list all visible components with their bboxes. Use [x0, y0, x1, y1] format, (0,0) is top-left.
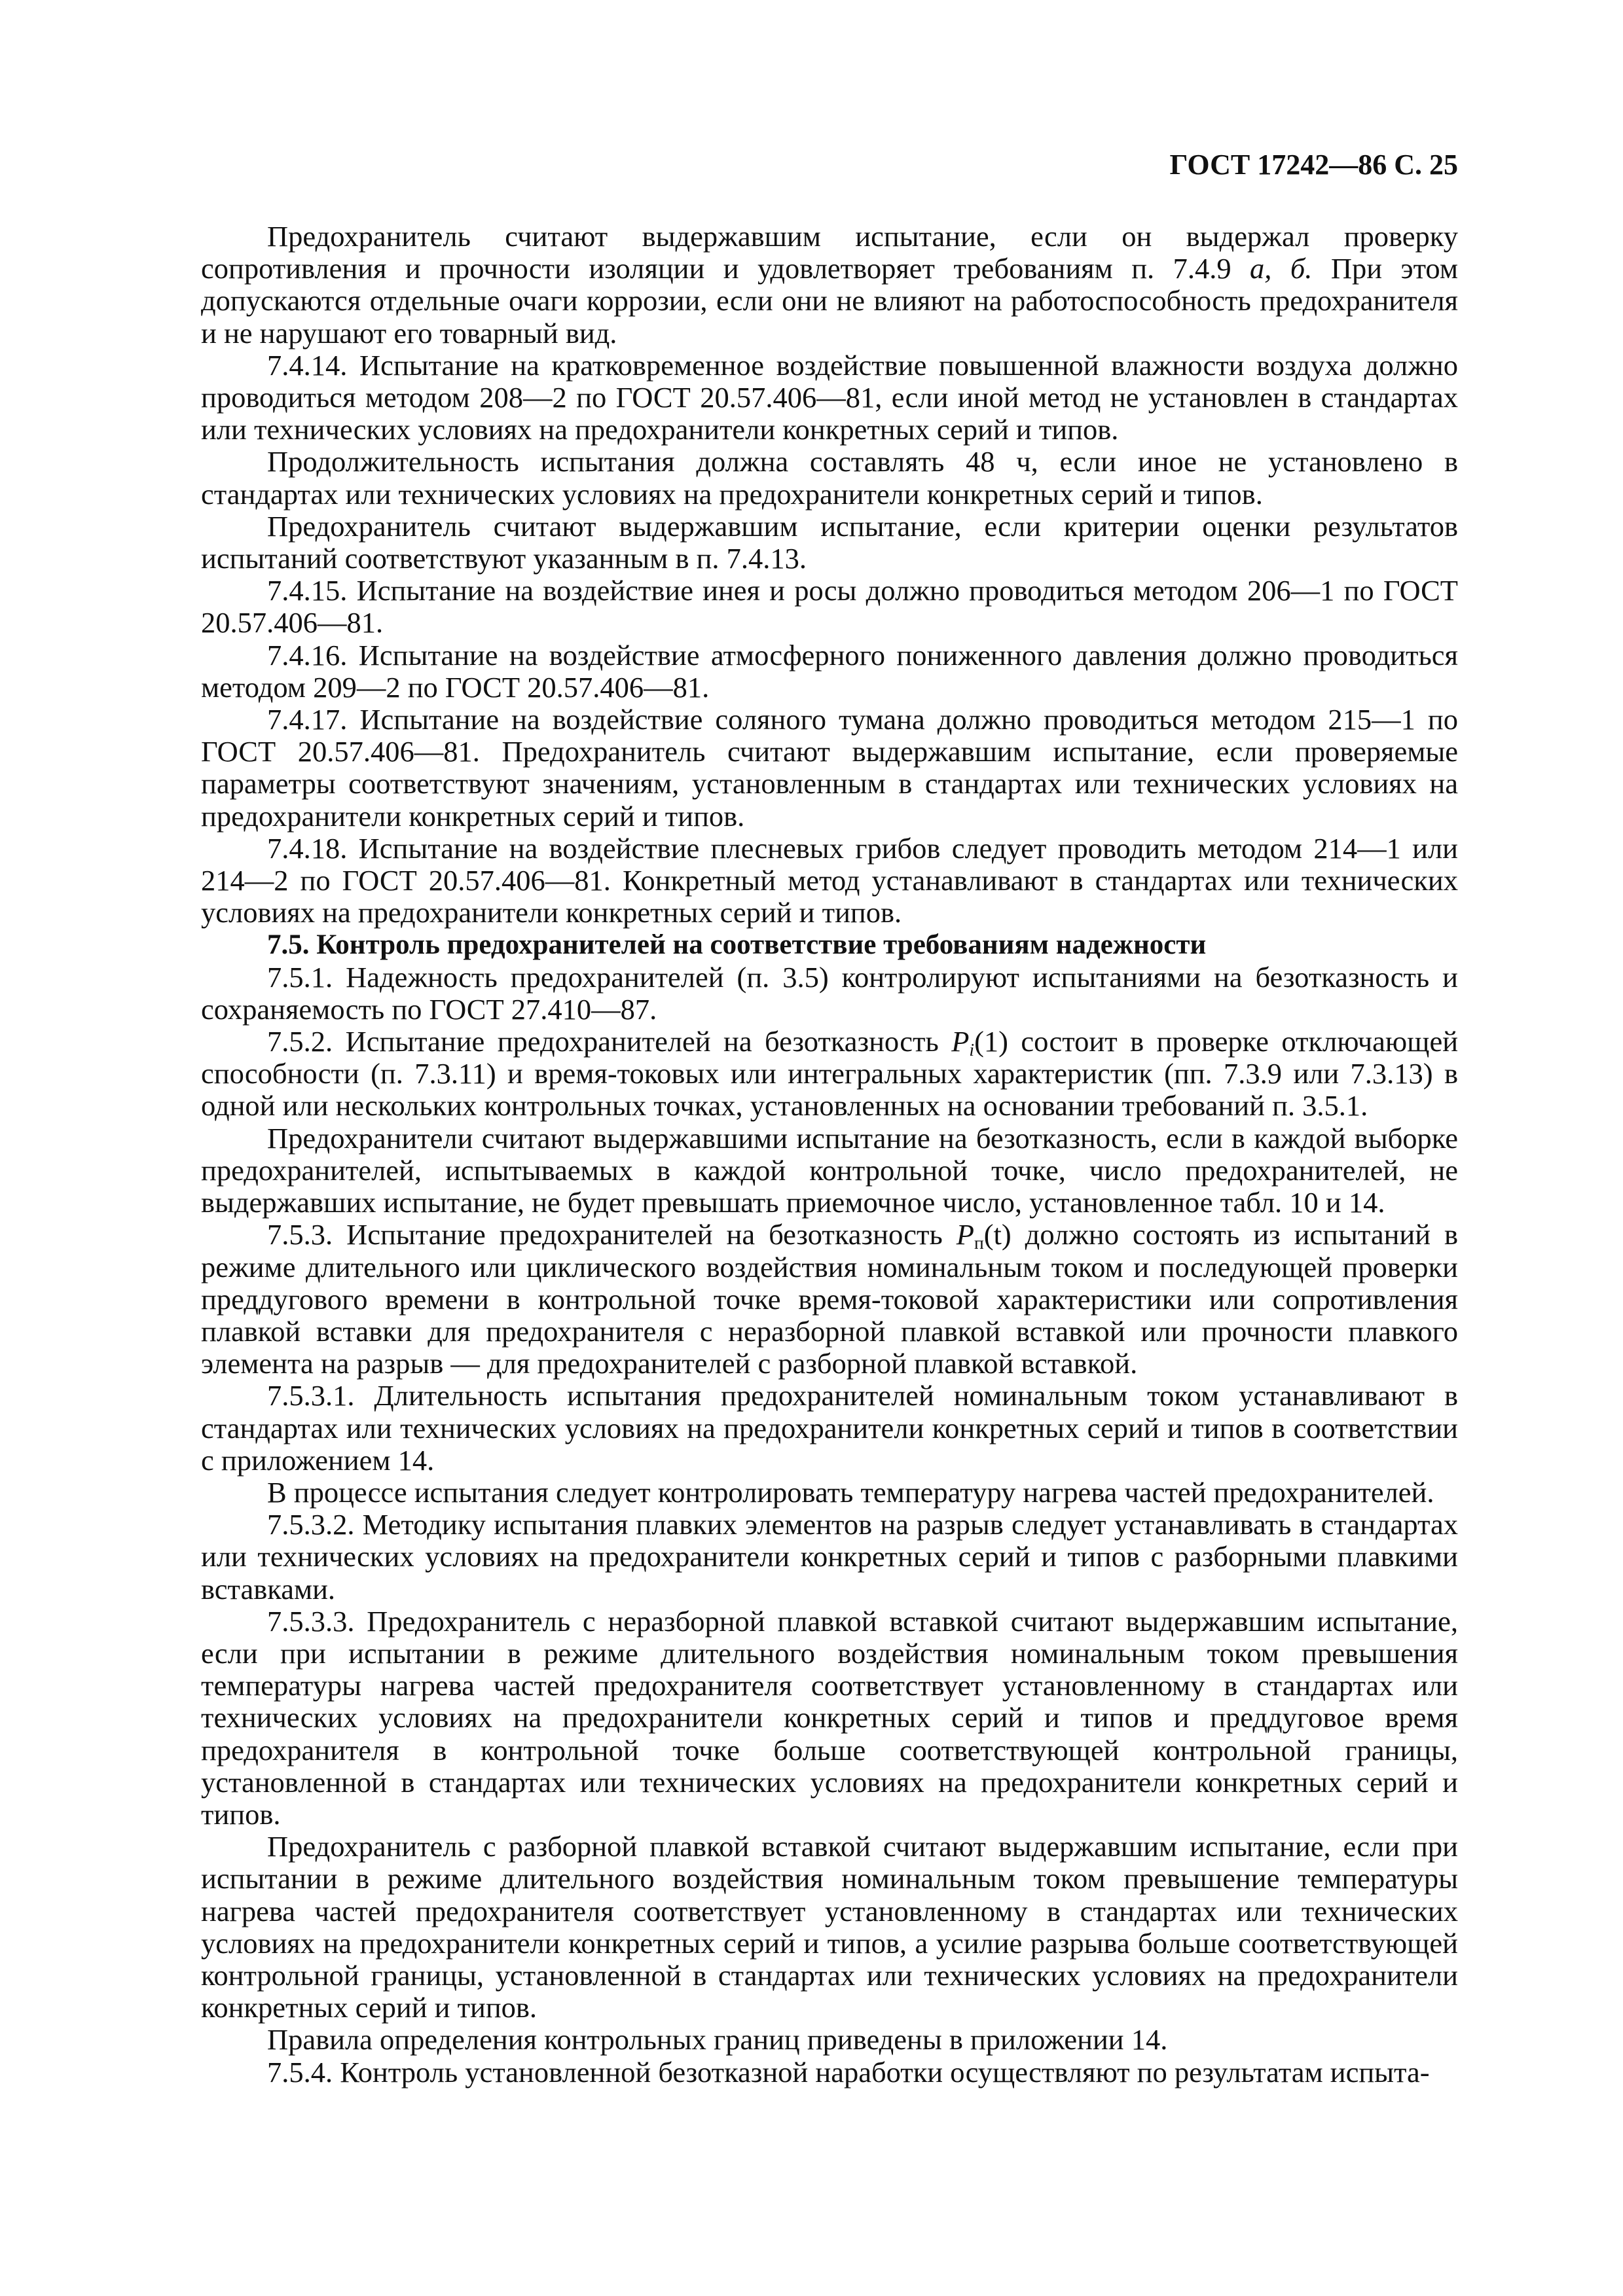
- paragraph: 7.4.14. Испытание на кратковременное воздействие повышенной влажности воздуха должно проводиться методом 208—2 по ГОСТ 20.57.406—81, если иной метод не установлен в стандартах или технических условиях на предохранители конкретных серий и типов.: [201, 348, 1458, 446]
- paragraph: Предохранитель с разборной плавкой вставкой считают выдержавшим испытание, если при испытании в режиме длительного воздействия номинальным током превышение температуры нагрева частей предохранителя соответствует установленному в стандартах или технических условиях на предохранители конкретных серий и типов, а усилие разрыва больше соответствующей контрольной границы, установленной в стандартах или технических условиях на предохранители конкретных серий и типов.: [201, 1830, 1458, 2024]
- paragraph: 7.5.4. Контроль установленной безотказной наработки осуществляют по результатам испыта-: [267, 2055, 1430, 2089]
- paragraph-text: состоит в проверке отключающей способности (п. 7.3.11) и время-токовых или интегральных характеристик (пп. 7.3.9 или 7.3.13) в одной или нескольких контрольных точках, установленных на основании требований п. 3.5.1.: [201, 1025, 1459, 1122]
- paragraph-text: должно состоять из испытаний в режиме длительного или циклического воздействия номинальным током и последующей проверки преддугового времени в контрольной точке время-токовой характеристики или сопротивления плавкой вставки для предохранителя с неразборной плавкой вставкой или прочности плавкого элемента на разрыв — для предохранителей с разборной плавкой вставкой.: [201, 1218, 1458, 1380]
- formula-subscript: i: [969, 1039, 975, 1060]
- formula-subscript: п: [974, 1232, 984, 1253]
- paragraph: Правила определения контрольных границ приведены в приложении 14.: [267, 2023, 1168, 2056]
- formula-symbol: P: [951, 1025, 970, 1058]
- paragraph-text: Предохранитель считают выдержавшим испытание, если он выдержал проверку сопротивления и прочности изоляции и удовлетворяет требованиям п. 7.4.9: [201, 220, 1458, 285]
- paragraph-text: 7.5.2. Испытание предохранителей на безотказность: [267, 1025, 939, 1058]
- page-header: ГОСТ 17242—86 С. 25: [1169, 149, 1458, 181]
- paragraph: 7.5.3.2. Методику испытания плавких элементов на разрыв следует устанавливать в стандартах или технических условиях на предохранители конкретных серий и типов с разборными плавкими вставками.: [201, 1508, 1458, 1605]
- paragraph: 7.4.17. Испытание на воздействие соляного тумана должно проводиться методом 215—1 по ГОСТ 20.57.406—81. Предохранитель считают выдержавшим испытание, если проверяемые параметры соответствуют значениям, установленным в стандартах или технических условиях на предохранители конкретных серий и типов.: [201, 703, 1458, 833]
- paragraph: 7.5.3.3. Предохранитель с неразборной плавкой вставкой считают выдержавшим испытание, если при испытании в режиме длительного воздействия номинальным током превышения температуры нагрева частей предохранителя соответствует установленному в стандартах или технических условиях на предохранители конкретных серий и типов и преддуговое время предохранителя в контрольной точке больше соответствующей контрольной границы, установленной в стандартах или технических условиях на предохранители конкретных серий и типов.: [201, 1604, 1458, 1831]
- paragraph: 7.4.16. Испытание на воздействие атмосферного пониженного давления должно проводиться методом 209—2 по ГОСТ 20.57.406—81.: [201, 638, 1458, 704]
- paragraph: 7.5.1. Надежность предохранителей (п. 3.5) контролируют испытаниями на безотказность и сохраняемость по ГОСТ 27.410—87.: [201, 960, 1458, 1026]
- paragraph: 7.5.3.1. Длительность испытания предохранителей номинальным током устанавливают в стандартах или технических условиях на предохранители конкретных серий и типов в соответствии с приложением 14.: [201, 1379, 1458, 1477]
- formula-argument: (1): [974, 1025, 1008, 1058]
- paragraph: 7.4.18. Испытание на воздействие плесневых грибов следует проводить методом 214—1 или 214—2 по ГОСТ 20.57.406—81. Конкретный метод устанавливают в стандартах или технических условиях на предохранители конкретных серий и типов.: [201, 831, 1458, 929]
- section-heading: 7.5. Контроль предохранителей на соответствие требованиям надежности: [267, 929, 1207, 961]
- paragraph: Продолжительность испытания должна составлять 48 ч, если иное не установлено в стандартах или технических условиях на предохранители конкретных серий и типов.: [201, 445, 1458, 511]
- paragraph: [201, 1219, 1458, 1380]
- paragraph: [201, 1026, 1458, 1122]
- italic-reference: а, б.: [1250, 252, 1313, 285]
- paragraph-text: При этом допускаются отдельные очаги коррозии, если они не влияют на работоспособность предохранителя и не нарушают его товарный вид.: [201, 252, 1458, 350]
- formula-symbol: P: [956, 1218, 974, 1251]
- paragraph: В процессе испытания следует контролировать температуру нагрева частей предохранителей.: [267, 1475, 1434, 1509]
- paragraph: [201, 221, 1458, 350]
- paragraph-text: 7.5.3. Испытание предохранителей на безотказность: [267, 1218, 943, 1251]
- formula-argument: (t): [983, 1218, 1012, 1251]
- document-page: [201, 145, 1458, 2089]
- paragraph: Предохранители считают выдержавшими испытание на безотказность, если в каждой выборке предохранителей, испытываемых в каждой контрольной точке, число предохранителей, не выдержавших испытание, не будет превышать приемочное число, установленное табл. 10 и 14.: [201, 1121, 1458, 1219]
- paragraph: Предохранитель считают выдержавшим испытание, если критерии оценки результатов испытаний соответствуют указанным в п. 7.4.13.: [201, 509, 1458, 575]
- paragraph: 7.4.15. Испытание на воздействие инея и росы должно проводиться методом 206—1 по ГОСТ 20.57.406—81.: [201, 574, 1458, 639]
